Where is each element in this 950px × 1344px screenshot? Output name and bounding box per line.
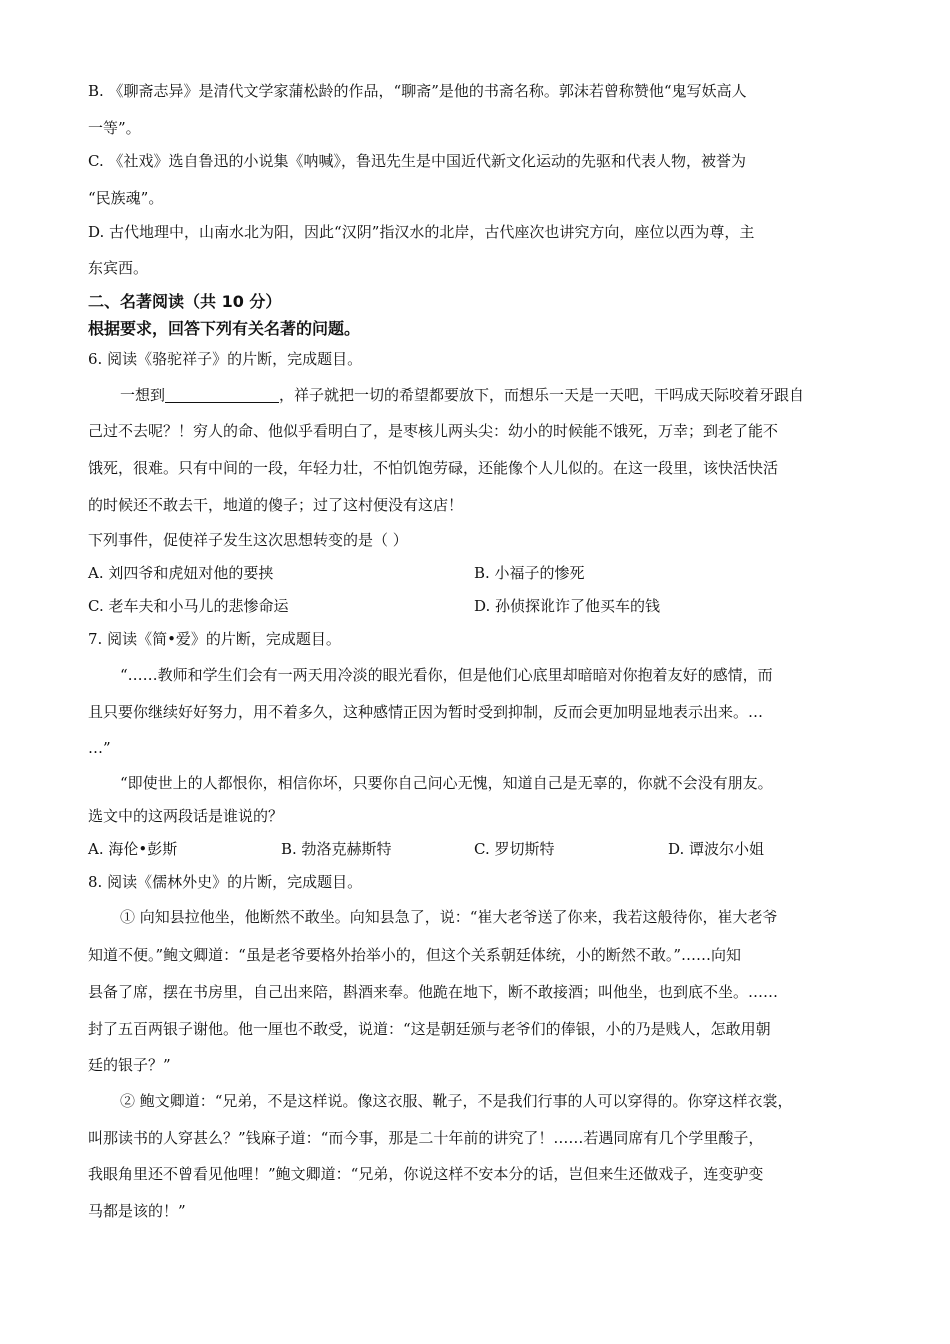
- q8-para1-line5: 廷的银子？”: [88, 1056, 171, 1074]
- q7-option-c: C. 罗切斯特: [474, 840, 555, 858]
- q6-passage-continue: ，祥子就把一切的希望都要放下，而想乐一天是一天吧，干吗成天际咬着牙跟自: [279, 386, 805, 404]
- q7-option-b: B. 勃洛克赫斯特: [281, 840, 392, 858]
- q8-para1-line4: 封了五百两银子谢他。他一厘也不敢受，说道：“这是朝廷颁与老爷们的俸银，小的乃是贱人，怎敢用朝: [88, 1020, 771, 1038]
- q6-option-d: D. 孙侦探讹诈了他买车的钱: [474, 597, 661, 615]
- section-instruction: 根据要求，回答下列有关名著的问题。: [88, 319, 361, 338]
- q6-option-c: C. 老车夫和小马儿的悲惨命运: [88, 597, 289, 615]
- q7-option-a: A. 海伦•彭斯: [88, 840, 178, 858]
- q7-passage-line1: “……教师和学生们会有一两天用冷淡的眼光看你，但是他们心底里却暗暗对你抱着友好的感情，而: [120, 666, 773, 684]
- q6-stem: 6. 阅读《骆驼祥子》的片断，完成题目。: [88, 350, 363, 368]
- q7-passage-line4: “即使世上的人都恨你，相信你坏，只要你自己问心无愧，知道自己是无辜的，你就不会没有朋友。: [120, 774, 773, 792]
- q5-option-b-line2: 一等”。: [88, 119, 141, 137]
- q8-para2-line3: 我眼角里还不曾看见他哩！”鲍文卿道：“兄弟，你说这样不安本分的话，岂但来生还做戏子，连变驴变: [88, 1165, 764, 1183]
- q6-passage-line3: 饿死，很难。只有中间的一段，年轻力壮，不怕饥饱劳碌，还能像个人儿似的。在这一段里，该快活快活: [88, 459, 779, 477]
- q5-option-c-line2: “民族魂”。: [88, 189, 164, 207]
- fill-blank: [165, 386, 279, 403]
- q5-option-d-line2: 东宾西。: [88, 259, 149, 277]
- q7-passage-line3: …”: [88, 739, 111, 757]
- q6-passage-line4: 的时候还不敢去干，地道的傻子；过了这村便没有这店！: [88, 496, 464, 514]
- q7-option-d: D. 谭波尔小姐: [668, 840, 765, 858]
- q6-option-a: A. 刘四爷和虎妞对他的要挟: [88, 564, 274, 582]
- q6-passage-line2: 己过不去呢？！穷人的命、他似乎看明白了，是枣核儿两头尖：幼小的时候能不饿死，万幸；到老了能不: [88, 422, 779, 440]
- q8-stem: 8. 阅读《儒林外史》的片断，完成题目。: [88, 873, 363, 891]
- q8-para1-line3: 县备了席，摆在书房里，自己出来陪，斟酒来奉。他跪在地下，断不敢接酒；叫他坐，也到底不坐。……: [88, 983, 779, 1001]
- q7-passage-line2: 且只要你继续好好努力，用不着多久，这种感情正因为暂时受到抑制，反而会更加明显地表示出来。…: [88, 703, 764, 721]
- q6-passage-line1: [120, 384, 880, 406]
- q8-para2-line2: 叫那读书的人穿甚么？”钱麻子道：“而今事，那是二十年前的讲究了！……若遇同席有几个学里酸子，: [88, 1129, 764, 1147]
- section-heading: 二、名著阅读（共 10 分）: [88, 292, 282, 311]
- q6-passage-start: 一想到: [120, 386, 166, 404]
- q5-option-c-line1: C. 《社戏》选自鲁迅的小说集《呐喊》，鲁迅先生是中国近代新文化运动的先驱和代表人物，被誉为: [88, 152, 746, 170]
- q8-para2-line1: ② 鲍文卿道：“兄弟，不是这样说。像这衣服、靴子，不是我们行事的人可以穿得的。你穿这样衣裳，: [120, 1092, 793, 1110]
- q6-option-b: B. 小福子的惨死: [474, 564, 585, 582]
- q7-question: 选文中的这两段话是谁说的？: [88, 807, 284, 825]
- q7-stem: 7. 阅读《简•爱》的片断，完成题目。: [88, 630, 341, 648]
- q8-para1-line1: ① 向知县拉他坐，他断然不敢坐。向知县急了，说：“崔大老爷送了你来，我若这般待你，崔大老爷: [120, 908, 778, 926]
- q8-para1-line2: 知道不便。”鲍文卿道：“虽是老爷要格外抬举小的，但这个关系朝廷体统，小的断然不敢。”……向知: [88, 946, 742, 964]
- q6-question: 下列事件，促使祥子发生这次思想转变的是（ ）: [88, 531, 408, 549]
- q5-option-d-line1: D. 古代地理中，山南水北为阳，因此“汉阴”指汉水的北岸，古代座次也讲究方向，座位以西为尊，主: [88, 223, 755, 241]
- q5-option-b-line1: B. 《聊斋志异》是清代文学家蒲松龄的作品，“聊斋”是他的书斋名称。郭沫若曾称赞他“鬼写妖高人: [88, 82, 747, 100]
- q8-para2-line4: 马都是该的！”: [88, 1202, 186, 1220]
